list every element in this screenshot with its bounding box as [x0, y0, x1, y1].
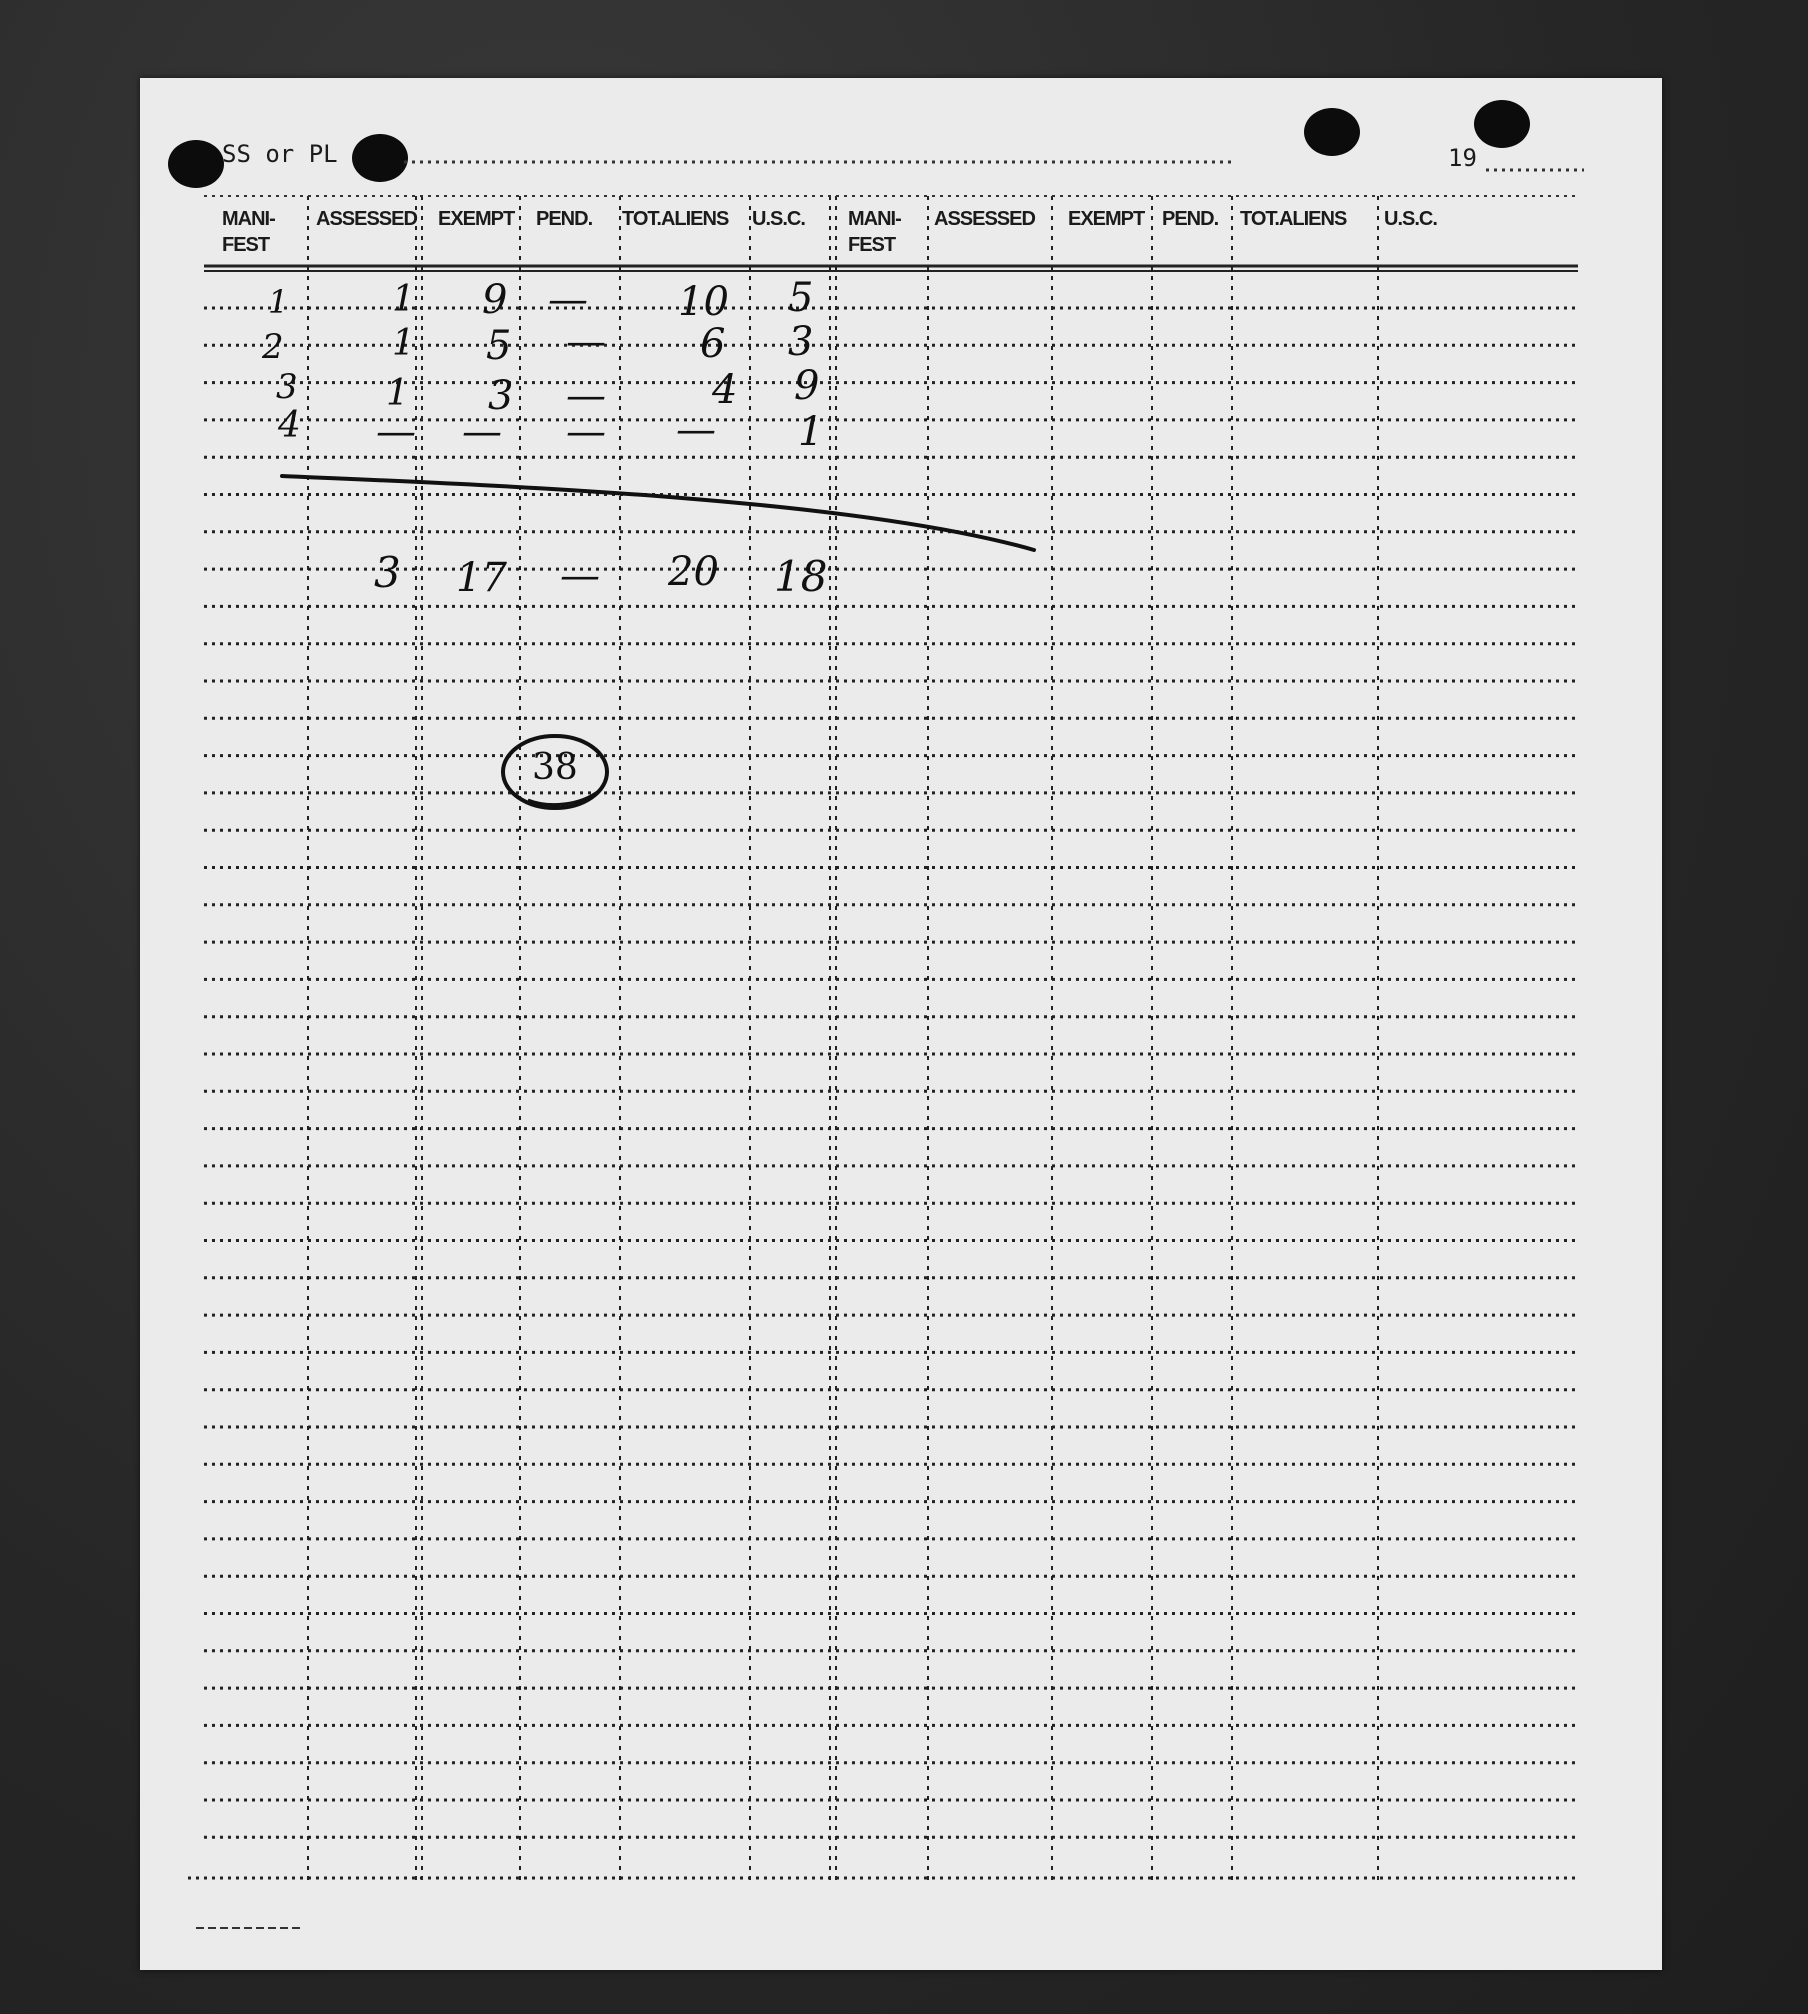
total-tot-aliens: 20 [668, 549, 719, 595]
header-manifest-line2: FEST [848, 234, 896, 256]
header-assessed: ASSESSED [316, 208, 417, 230]
cell-exempt: 5 [486, 323, 512, 369]
cell-manifest: 3 [276, 367, 298, 407]
cell-pend: — [548, 277, 588, 323]
total-exempt: 17 [456, 555, 507, 601]
header-manifest-line1: MANI- [222, 208, 275, 230]
cell-tot-aliens: 4 [712, 367, 738, 413]
cell-manifest: 2 [262, 327, 284, 367]
header-exempt: EXEMPT [1068, 208, 1145, 230]
header-pend: PEND. [536, 208, 593, 230]
cell-assessed: — [376, 409, 416, 455]
handwritten-sum-line [282, 476, 1034, 550]
cell-usc: 5 [788, 275, 814, 321]
cell-pend: — [566, 409, 606, 455]
cell-exempt: 3 [488, 373, 514, 419]
header-tot-aliens: TOT.ALIENS [622, 208, 729, 230]
cell-pend: — [566, 319, 606, 365]
cell-manifest: 1 [268, 283, 289, 321]
header-usc: U.S.C. [1384, 208, 1437, 230]
cell-tot-aliens: 10 [678, 279, 729, 325]
cell-pend: — [566, 373, 606, 419]
header-exempt: EXEMPT [438, 208, 515, 230]
header-manifest [848, 206, 901, 258]
total-assessed: 3 [374, 548, 401, 597]
vessel-label: SS or PL [222, 140, 338, 168]
cell-usc: 9 [794, 363, 820, 409]
circled-total: 38 [532, 747, 578, 788]
header-usc: U.S.C. [752, 208, 805, 230]
header-pend: PEND. [1162, 208, 1219, 230]
year-label: 19 [1448, 144, 1477, 172]
cell-usc: 3 [788, 319, 814, 365]
total-usc: 18 [774, 552, 828, 601]
cell-tot-aliens: 6 [700, 321, 726, 367]
cell-exempt: — [462, 409, 502, 455]
header-manifest-line1: MANI- [848, 208, 901, 230]
header-manifest [222, 206, 275, 258]
total-pend: — [560, 553, 600, 599]
header-manifest-line2: FEST [222, 234, 270, 256]
cell-tot-aliens: — [676, 407, 716, 453]
header-tot-aliens: TOT.ALIENS [1240, 208, 1347, 230]
cell-assessed: 1 [386, 373, 409, 414]
cell-usc: 1 [798, 409, 824, 455]
cell-exempt: 9 [482, 277, 508, 323]
cell-assessed: 1 [392, 279, 415, 320]
cell-assessed: 1 [392, 323, 415, 364]
header-assessed: ASSESSED [934, 208, 1035, 230]
cell-manifest: 4 [278, 405, 301, 446]
